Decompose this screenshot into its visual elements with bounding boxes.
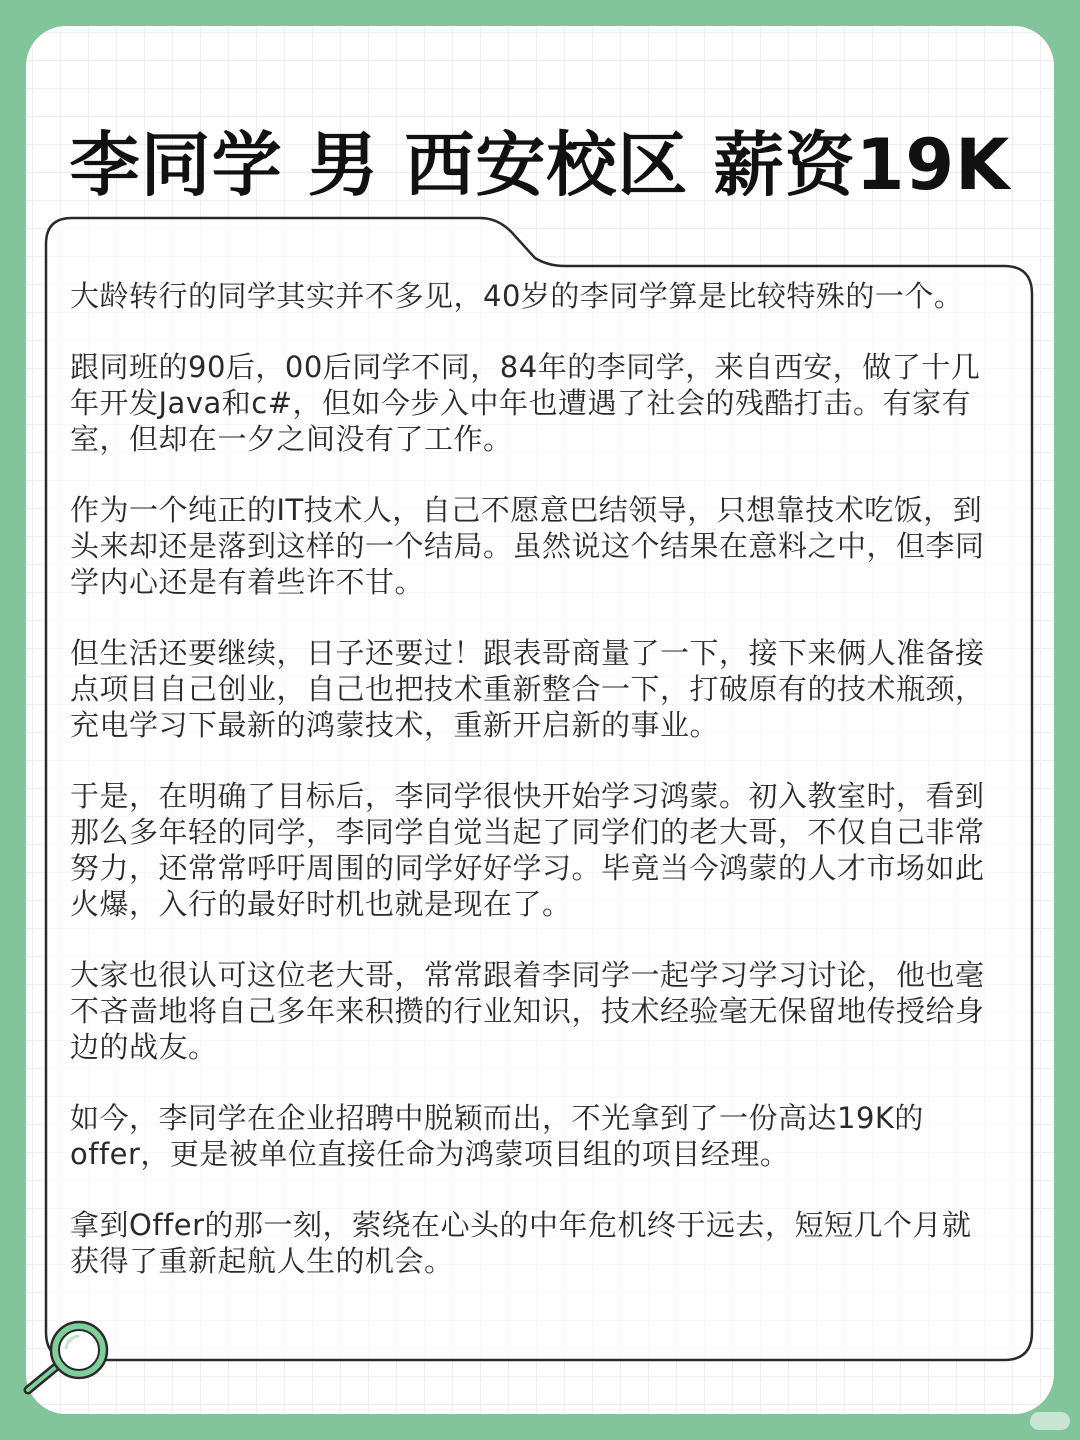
paragraph-feelings: 作为一个纯正的IT技术人，自己不愿意巴结领导，只想靠技术吃饭，到头来却还是落到这样的一个结局。虽然说这个结果在意料之中，但李同学内心还是有着些许不甘。 [70, 493, 985, 599]
paragraph-background: 跟同班的90后，00后同学不同，84年的李同学，来自西安，做了十几年开发Java和c#，但如今步入中年也遭遇了社会的残酷打击。有家有室，但却在一夕之间没有了工作。 [70, 350, 981, 456]
paragraph-learning: 于是，在明确了目标后，李同学很快开始学习鸿蒙。初入教室时，看到那么多年轻的同学，李同学自觉当起了同学们的老大哥，不仅自己非常努力，还常常呼吁周围的同学好好学习。毕竟当今鸿蒙的人才市场如此火爆，入行的最好时机也就是现在了。 [70, 779, 985, 921]
magnifier-icon [18, 1318, 114, 1400]
paragraph-offer: 如今，李同学在企业招聘中脱颖而出，不光拿到了一份高达19K的offer，更是被单位直接任命为鸿蒙项目组的项目经理。 [70, 1101, 924, 1171]
paragraph-intro: 大龄转行的同学其实并不多见，40岁的李同学算是比较特殊的一个。 [70, 279, 964, 313]
page-title: 李同学 男 西安校区 薪资19K [69, 123, 1011, 206]
article-body [70, 278, 1000, 1314]
paragraph-classmates: 大家也很认可这位老大哥，常常跟着李同学一起学习学习讨论，他也毫不吝啬地将自己多年来积攒的行业知识，技术经验毫无保留地传授给身边的战友。 [70, 958, 985, 1064]
paragraph-conclusion: 拿到Offer的那一刻，萦绕在心头的中年危机终于远去，短短几个月就获得了重新起航人生的机会。 [70, 1208, 972, 1278]
watermark [1030, 1412, 1070, 1430]
paragraph-decision: 但生活还要继续，日子还要过！跟表哥商量了一下，接下来俩人准备接点项目自己创业，自己也把技术重新整合一下，打破原有的技术瓶颈，充电学习下最新的鸿蒙技术，重新开启新的事业。 [70, 636, 985, 742]
